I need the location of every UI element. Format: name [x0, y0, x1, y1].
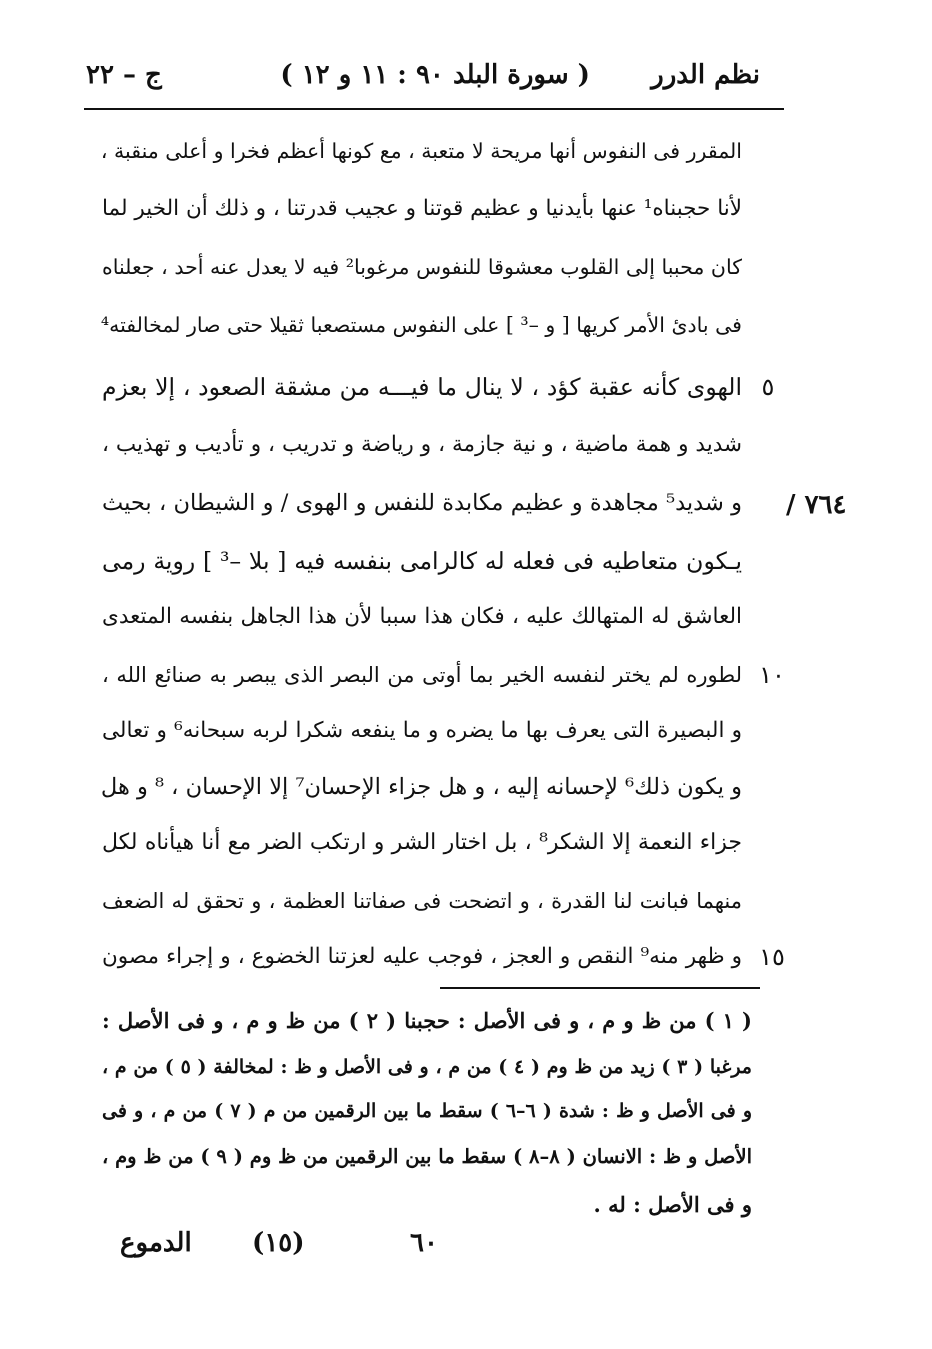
- text-line: و شديد⁵ مجاهدة و عظيم مكابدة للنفس و الهوى / و الشيطان ، بحيث: [102, 490, 742, 516]
- footnote-rule: [440, 987, 760, 989]
- footer-signature: الدموع: [120, 1228, 192, 1258]
- line-number-5: ٥: [761, 373, 775, 401]
- line-number-10: ١٠: [759, 661, 785, 689]
- header-rule: [84, 108, 784, 110]
- text-line: و يكون ذلك⁶ لإحسانه إليه ، و هل جزاء الإحسان⁷ إلا الإحسان ، ⁸ و هل: [100, 774, 742, 800]
- text-line: لطوره لم يختر لنفسه الخير بما أوتى من البصر الذى يبصر به صنائع الله ،: [102, 663, 742, 687]
- text-line: لأنا حجبناه¹ عنها بأيدنيا و عظيم قوتنا و عجيب قدرتنا ، و ذلك أن الخير لما: [102, 196, 742, 221]
- text-line: و ظهر منه⁹ النقص و العجز ، فوجب عليه لعزتنا الخضوع ، و إجراء مصون: [102, 944, 743, 969]
- running-head-surah: ( سورة البلد ٩٠ : ١١ و ١٢ ): [280, 60, 590, 90]
- footnote-line: و فى الأصل و ظ : شدة ( ٦–٦ ) سقط ما بين الرقمين من م ( ٧ ) من م ، و فى: [102, 1100, 753, 1122]
- text-line: شديد و همة ماضية ، و نية جازمة ، و رياضة و تدريب ، و تأديب و تهذيب ،: [102, 432, 742, 457]
- running-head-book-title: نظم الدرر: [651, 60, 760, 90]
- footnote-line: و فى الأصل : له .: [593, 1192, 752, 1217]
- running-head-volume: ج – ٢٢: [86, 60, 162, 90]
- text-line: كان محببا إلى القلوب معشوقا للنفوس مرغوبا² فيه لا يعدل عنه أحد ، جعلناه: [102, 255, 742, 279]
- text-line: الهوى كأنه عقبة كؤد ، لا ينال ما فيـــه من مشقة الصعود ، إلا بعزم: [102, 373, 742, 401]
- text-line: فى بادئ الأمر كريها [ و –³ ] على النفوس مستصعبا ثقيلا حتى صار لمخالفته⁴: [100, 313, 742, 337]
- footer-fascicle: (١٥): [252, 1228, 305, 1258]
- line-number-15: ١٥: [759, 943, 785, 971]
- text-line: جزاء النعمة إلا الشكر⁸ ، بل اختار الشر و ارتكب الضر مع أنا هيأناه لكل: [102, 830, 743, 855]
- text-line: العاشق له المتهالك عليه ، فكان هذا سببا لأن هذا الجاهل بنفسه المتعدى: [102, 604, 742, 629]
- footnote-line: مرغبا ( ٣ ) زيد من ظ وم ( ٤ ) من م ، و فى الأصل و ظ : لمخالفة ( ٥ ) من م ،: [102, 1056, 752, 1078]
- text-line: المقرر فى النفوس أنها مريحة لا متعبة ، مع كونها أعظم فخرا و أعلى منقبة ،: [100, 139, 742, 163]
- footer-folio: ٦٠: [410, 1228, 438, 1258]
- text-line: و البصيرة التى يعرف بها ما يضره و ما ينفعه شكرا لربه سبحانه⁶ و تعالى: [102, 718, 742, 743]
- text-line: يـكون متعاطيه فى فعله له كالرامى بنفسه فيه [ بلا –³ ] روية رمى: [102, 547, 742, 575]
- footnote-line: الأصل و ظ : الانسان ( ٨–٨ ) سقط ما بين الرقمين من ظ وم ( ٩ ) من ظ وم ،: [102, 1145, 753, 1168]
- text-line: منهما فبانت لنا القدرة ، و اتضحت فى صفاتنا العظمة ، و تحقق له الضعف: [102, 889, 742, 913]
- footnote-line: ( ١ ) من ظ و م ، و فى الأصل : حجبنا ( ٢ ) من ظ و م ، و فى الأصل :: [102, 1008, 752, 1033]
- margin-page-reference: ٧٦٤ /: [786, 490, 847, 520]
